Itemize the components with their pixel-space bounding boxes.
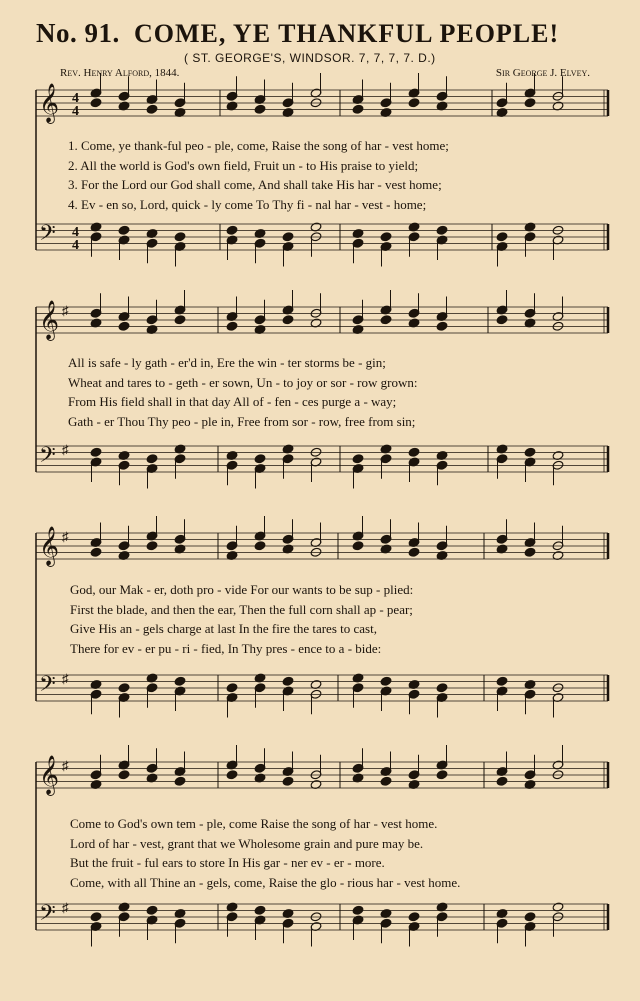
sharp-icon: ♯ bbox=[62, 442, 69, 457]
notehead bbox=[408, 447, 420, 457]
treble-clef-icon: 𝄞 bbox=[39, 83, 60, 123]
lyric-line: 1. Come, ye thank-ful peo - ple, come, Raise the song of har - vest home; bbox=[68, 138, 449, 153]
notehead bbox=[90, 912, 102, 922]
notehead bbox=[524, 98, 536, 108]
notehead bbox=[408, 547, 420, 557]
sharp-icon: ♯ bbox=[62, 529, 69, 544]
notehead bbox=[226, 683, 238, 693]
lyrics-system-4 bbox=[70, 814, 615, 892]
notehead bbox=[408, 98, 420, 108]
bass-clef-icon: 𝄢 bbox=[39, 221, 56, 251]
notehead bbox=[226, 225, 238, 235]
notehead bbox=[282, 315, 294, 325]
notehead bbox=[436, 225, 448, 235]
notehead bbox=[146, 104, 158, 114]
notehead bbox=[174, 315, 186, 325]
notehead bbox=[352, 454, 364, 464]
notehead bbox=[380, 676, 392, 686]
bass-clef-icon: 𝄢 bbox=[39, 443, 56, 473]
notehead bbox=[90, 98, 102, 108]
notehead bbox=[118, 321, 130, 331]
notehead bbox=[282, 776, 294, 786]
lyric-line: 4. Ev - en so, Lord, quick - ly come To Thy fi - nal har - vest - home; bbox=[68, 196, 427, 212]
lyric-line: Come to God's own tem - ple, come Raise the song of har - vest home. bbox=[70, 816, 438, 831]
notehead bbox=[254, 905, 266, 915]
notehead bbox=[436, 770, 448, 780]
notehead bbox=[524, 912, 536, 922]
notehead bbox=[146, 541, 158, 551]
notehead bbox=[118, 770, 130, 780]
lyric-line: Come, with all Thine an - gels, come, Raise the glo - rious har - vest home. bbox=[70, 874, 461, 890]
notehead bbox=[496, 676, 508, 686]
notehead bbox=[380, 776, 392, 786]
notehead bbox=[282, 676, 294, 686]
notehead bbox=[380, 315, 392, 325]
sharp-icon: ♯ bbox=[62, 758, 69, 773]
notehead bbox=[254, 104, 266, 114]
sharp-icon: ♯ bbox=[62, 900, 69, 915]
notehead bbox=[436, 321, 448, 331]
notehead bbox=[496, 776, 508, 786]
notehead bbox=[496, 315, 508, 325]
notehead bbox=[174, 232, 186, 242]
notehead bbox=[352, 541, 364, 551]
lyric-line: Gath - er Thou Thy peo - ple in, Free from sor - row, free from sin; bbox=[68, 413, 416, 429]
notehead bbox=[524, 447, 536, 457]
bass-clef-icon: 𝄢 bbox=[39, 672, 56, 702]
lyrics-system-3 bbox=[70, 580, 615, 658]
author-credit: Rev. Henry Alford, 1844. bbox=[60, 67, 180, 79]
time-signature-bottom: 4 bbox=[72, 238, 79, 253]
hymn-title: COME, YE THANKFUL PEOPLE! bbox=[134, 19, 560, 48]
lyric-line: 3. For the Lord our God shall come, And shall take His har - vest home; bbox=[68, 177, 442, 192]
lyric-line: Wheat and tares to - geth - er sown, Un - to joy or sor - row grown: bbox=[68, 374, 418, 390]
composer-credit: Sir George J. Elvey. bbox=[495, 67, 590, 79]
notehead bbox=[496, 232, 508, 242]
treble-clef-icon: 𝄞 bbox=[39, 526, 60, 566]
lyric-line: Lord of har - vest, grant that we Wholesome grain and pure may be. bbox=[70, 835, 424, 851]
notehead bbox=[282, 232, 294, 242]
lyric-line: From His field shall in that day All of - fen - ces purge a - way; bbox=[68, 394, 397, 409]
notehead bbox=[226, 770, 238, 780]
lyric-line: 2. All the world is God's own field, Fruit un - to His praise to yield; bbox=[68, 157, 419, 173]
notehead bbox=[90, 547, 102, 557]
time-signature-top: 4 bbox=[72, 91, 79, 106]
notehead bbox=[352, 905, 364, 915]
lyric-line: God, our Mak - er, doth pro - vide For our wants to be sup - plied: bbox=[70, 582, 414, 597]
lyric-line: All is safe - ly gath - er'd in, Ere the win - ter storms be - gin; bbox=[68, 355, 386, 370]
sharp-icon: ♯ bbox=[62, 303, 69, 318]
notehead bbox=[118, 683, 130, 693]
notehead bbox=[174, 676, 186, 686]
notehead bbox=[226, 321, 238, 331]
bass-clef-icon: 𝄢 bbox=[39, 901, 56, 931]
hymn-number: No. 91. bbox=[36, 18, 120, 48]
lyrics-system-1 bbox=[68, 136, 613, 214]
time-signature-top: 4 bbox=[72, 225, 79, 240]
time-signature-bottom: 4 bbox=[72, 104, 79, 119]
lyric-line: But the fruit - ful ears to store In His gar - ner ev - er - more. bbox=[70, 855, 385, 870]
treble-clef-icon: 𝄞 bbox=[39, 300, 60, 340]
notehead bbox=[254, 541, 266, 551]
notehead bbox=[174, 776, 186, 786]
notehead bbox=[436, 683, 448, 693]
notehead bbox=[524, 547, 536, 557]
notehead bbox=[380, 232, 392, 242]
notehead bbox=[146, 454, 158, 464]
tune-meter: ( ST. GEORGE'S, WINDSOR. 7, 7, 7, 7. D.) bbox=[184, 51, 436, 65]
notehead bbox=[118, 225, 130, 235]
sharp-icon: ♯ bbox=[62, 671, 69, 686]
notehead bbox=[146, 905, 158, 915]
lyric-line: Give His an - gels charge at last In the fire the tares to cast, bbox=[70, 621, 377, 636]
lyric-line: There for ev - er pu - ri - fied, In Thy pres - ence to a - bide: bbox=[70, 640, 382, 656]
notehead bbox=[352, 104, 364, 114]
lyrics-system-2 bbox=[68, 353, 613, 431]
notehead bbox=[90, 447, 102, 457]
notehead bbox=[254, 454, 266, 464]
lyric-line: First the blade, and then the ear, Then the full corn shall ap - pear; bbox=[70, 601, 413, 617]
treble-clef-icon: 𝄞 bbox=[39, 755, 60, 795]
notehead bbox=[408, 912, 420, 922]
